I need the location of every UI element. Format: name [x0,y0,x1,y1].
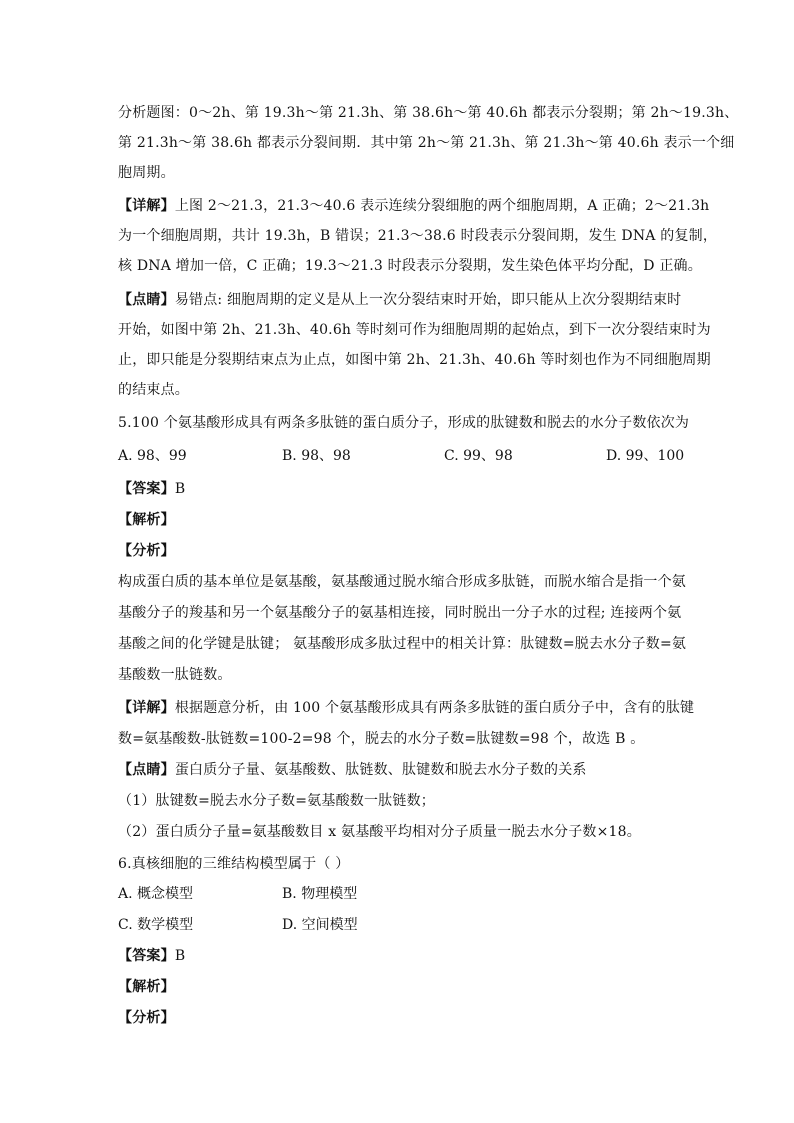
q5-detail-first [118,698,695,718]
point-paragraph-first [118,290,682,310]
q5-detail-line: 数=氨基酸数-肽链数=100-2=98 个，脱去的水分子数=肽键数=98 个，故选 B 。 [118,731,645,747]
analysis-line: 第 21.3h～第 38.6h 都表示分裂间期．其中第 2h～第 21.3h、第 21.3h～第 40.6h 表示一个细 [118,135,735,151]
answer-value: B [174,481,186,497]
question-5-stem: 5.100 个氨基酸形成具有两条多肽链的蛋白质分子，形成的肽键数和脱去的水分子数依次为 [118,415,690,431]
point-line: 开始，如图中第 2h、21.3h、40.6h 等时刻可作为细胞周期的起始点，到下一次分裂结束时为 [118,322,711,338]
detail-text: 上图 2～21.3，21.3～40.6 表示连续分裂细胞的两个细胞周期，A 正确；2～21.3h [174,198,710,214]
detail-tag: 【详解】 [118,198,175,214]
q6-jiexi-heading: 【解析】 [118,979,175,995]
q6-fenxi-heading: 【分析】 [118,1010,175,1026]
q5-jiexi-heading: 【解析】 [118,512,175,528]
detail-text: 根据题意分析，由 100 个氨基酸形成具有两条多肽链的蛋白质分子中，含有的肽键 [174,700,695,716]
question-6-stem: 6.真核细胞的三维结构模型属于（ ） [118,856,350,872]
q6-option-a: A. 概念模型 [118,886,194,902]
q5-analysis-line: 构成蛋白质的基本单位是氨基酸，氨基酸通过脱水缩合形成多肽链，而脱水缩合是指一个氨 [118,574,686,590]
point-line: 的结束点。 [118,382,189,398]
q5-answer [118,479,678,499]
detail-paragraph-first [118,196,710,216]
analysis-line: 分析题图：0～2h、第 19.3h～第 21.3h、第 38.6h～第 40.6h 都表示分裂期；第 2h～19.3h、 [118,105,739,121]
q5-analysis-line: 基酸数一肽链数。 [118,667,232,683]
answer-value: B [174,948,186,964]
detail-tag: 【详解】 [118,700,175,716]
q6-answer [118,946,678,966]
q6-option-d: D. 空间模型 [282,917,358,933]
answer-tag: 【答案】 [118,481,175,497]
q5-option-a: A. 98、99 [118,448,187,464]
answer-tag: 【答案】 [118,948,175,964]
q5-option-d: D. 99、100 [606,448,685,464]
analysis-line: 胞周期。 [118,165,175,181]
q5-point-first [118,760,678,780]
q5-analysis-line: 基酸分子的羧基和另一个氨基酸分子的氨基相连接，同时脱出一分子水的过程; 连接两个氨 [118,605,682,621]
q5-analysis-line: 基酸之间的化学键是肽键； 氨基酸形成多肽过程中的相关计算：肽键数=脱去水分子数=氨 [118,636,687,652]
point-text: 蛋白质分子量、氨基酸数、肽链数、肽键数和脱去水分子数的关系 [174,762,587,778]
q5-fenxi-heading: 【分析】 [118,543,175,559]
q6-option-c: C. 数学模型 [118,917,194,933]
q5-option-c: C. 99、98 [444,448,513,464]
q6-option-b: B. 物理模型 [282,886,358,902]
point-line: 止，即只能是分裂期结束点为止点，如图中第 2h、21.3h、40.6h 等时刻也作为不同细胞周期 [118,352,711,368]
q5-point-item: （1）肽键数=脱去水分子数=氨基酸数一肽链数； [118,793,435,809]
detail-line: 为一个细胞周期，共计 19.3h，B 错误；21.3～38.6 时段表示分裂间期，发生 DNA 的复制， [118,228,718,244]
point-tag: 【点睛】 [118,762,175,778]
point-text: 易错点: 细胞周期的定义是从上一次分裂结束时开始，即只能从上次分裂期结束时 [174,292,682,308]
detail-line: 核 DNA 增加一倍，C 正确；19.3～21.3 时段表示分裂期，发生染色体平均分配，D 正确。 [118,258,702,274]
q5-point-item: （2）蛋白质分子量=氨基酸数目 x 氨基酸平均相对分子质量一脱去水分子数×18。 [118,824,641,840]
point-tag: 【点睛】 [118,292,175,308]
q5-option-b: B. 98、98 [282,448,351,464]
